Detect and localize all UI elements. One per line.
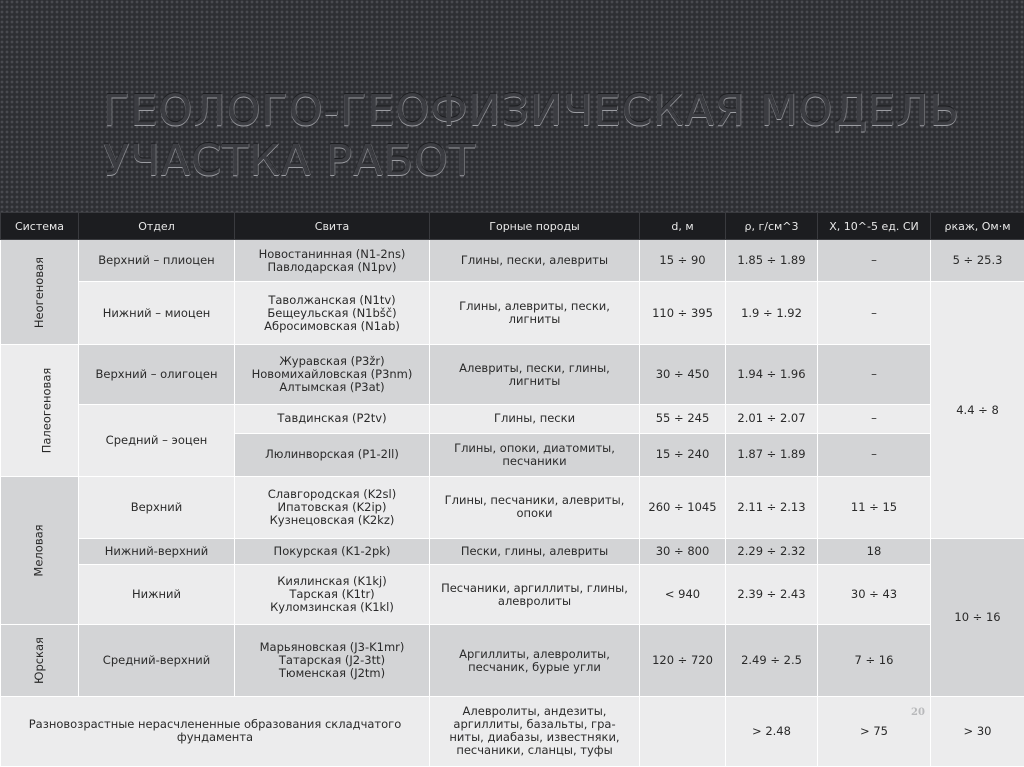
slide-title [103,86,1003,186]
density-cell: 1.9 ÷ 1.92 [726,282,818,345]
system-paleogene: Палеогеновая [1,345,79,476]
suite-cell: Журавская (P3žr) Новомихайловская (P3nm) Алтымская (P3at) [235,345,430,404]
foundation-density: > 2.48 [726,696,818,766]
slide-title-line-1: ГЕОЛОГО-ГЕОФИЗИЧЕСКАЯ МОДЕЛЬ [103,86,960,136]
density-cell: 1.85 ÷ 1.89 [726,240,818,282]
density-cell: 2.39 ÷ 2.43 [726,565,818,625]
resistivity-cell: 5 ÷ 25.3 [931,240,1024,282]
division-cell: Нижний – миоцен [79,282,235,345]
rocks-cell: Алевриты, пески, глины, лигниты [430,345,640,404]
header-system: Система [1,213,79,240]
thickness-cell: 15 ÷ 240 [640,433,726,476]
rocks-cell: Аргиллиты, алевролиты, песчаник, бурые угли [430,625,640,696]
division-cell: Верхний [79,476,235,538]
thickness-cell: 110 ÷ 395 [640,282,726,345]
susceptibility-cell: – [818,433,931,476]
resistivity-cell-merged: 4.4 ÷ 8 [931,282,1024,539]
susceptibility-cell: 11 ÷ 15 [818,476,931,538]
suite-cell: Славгородская (K2sl) Ипатовская (K2ip) Кузнецовская (K2kz) [235,476,430,538]
foundation-thickness [640,696,726,766]
page-number: 20 [911,707,925,718]
division-cell: Верхний – олигоцен [79,345,235,404]
suite-cell: Марьяновская (J3-K1mr) Татарская (J2-3tt) Тюменская (J2tm) [235,625,430,696]
foundation-label: Разновозрастные нерасчлененные образования складчатого фундамента [1,696,430,766]
table-row [1,345,1024,404]
header-division: Отдел [79,213,235,240]
rocks-cell: Глины, опоки, диатомиты, песчаники [430,433,640,476]
table-row [1,539,1024,565]
suite-cell: Люлинворская (P1-2ll) [235,433,430,476]
susceptibility-cell: – [818,345,931,404]
foundation-resistivity: > 30 [931,696,1024,766]
header-row [1,213,1024,240]
thickness-cell: 260 ÷ 1045 [640,476,726,538]
density-cell: 2.11 ÷ 2.13 [726,476,818,538]
table-row [1,476,1024,538]
density-cell: 2.29 ÷ 2.32 [726,539,818,565]
system-jurassic: Юрская [1,625,79,696]
division-cell: Нижний-верхний [79,539,235,565]
header-density: ρ, г/см^3 [726,213,818,240]
geology-table [0,212,1024,767]
thickness-cell: 15 ÷ 90 [640,240,726,282]
susceptibility-cell: 30 ÷ 43 [818,565,931,625]
susceptibility-cell: – [818,240,931,282]
suite-cell: Покурская (K1-2pk) [235,539,430,565]
susceptibility-cell: 7 ÷ 16 [818,625,931,696]
header-susceptibility: Χ, 10^-5 ед. СИ [818,213,931,240]
rocks-cell: Пески, глины, алевриты [430,539,640,565]
slide-title-line-2: УЧАСТКА РАБОТ [103,136,476,186]
rocks-cell: Глины, пески [430,404,640,433]
division-cell: Верхний – плиоцен [79,240,235,282]
table-row [1,625,1024,696]
division-cell: Нижний [79,565,235,625]
susceptibility-cell: – [818,282,931,345]
density-cell: 1.87 ÷ 1.89 [726,433,818,476]
thickness-cell: < 940 [640,565,726,625]
thickness-cell: 120 ÷ 720 [640,625,726,696]
division-cell: Средний – эоцен [79,404,235,476]
foundation-rocks: Алевролиты, андезиты, аргиллиты, базальты, гра- ниты, диабазы, известняки, песчаники, сланцы, туфы [430,696,640,766]
suite-cell: Киялинская (K1kj) Тарская (K1tr) Куломзинская (K1kl) [235,565,430,625]
table-row [1,240,1024,282]
rocks-cell: Глины, пески, алевриты [430,240,640,282]
rocks-cell: Глины, алевриты, пески, лигниты [430,282,640,345]
table-row [1,404,1024,433]
system-neogene: Неогеновая [1,240,79,345]
thickness-cell: 30 ÷ 800 [640,539,726,565]
thickness-cell: 30 ÷ 450 [640,345,726,404]
density-cell: 1.94 ÷ 1.96 [726,345,818,404]
density-cell: 2.01 ÷ 2.07 [726,404,818,433]
foundation-row [1,696,1024,766]
header-suite: Свита [235,213,430,240]
susceptibility-cell: 18 [818,539,931,565]
suite-cell: Таволжанская (N1tv) Бещеульская (N1bšč) Абросимовская (N1ab) [235,282,430,345]
density-cell: 2.49 ÷ 2.5 [726,625,818,696]
header-rocks: Горные породы [430,213,640,240]
rocks-cell: Глины, песчаники, алевриты, опоки [430,476,640,538]
system-cretaceous: Меловая [1,476,79,625]
table-row [1,282,1024,345]
division-cell: Средний-верхний [79,625,235,696]
suite-cell: Новостанинная (N1-2ns) Павлодарская (N1pv) [235,240,430,282]
header-resistivity: ρкаж, Ом·м [931,213,1024,240]
header-thickness: d, м [640,213,726,240]
resistivity-cell-merged: 10 ÷ 16 [931,539,1024,697]
suite-cell: Тавдинская (P2tv) [235,404,430,433]
susceptibility-cell: – [818,404,931,433]
foundation-susceptibility: > 75 [818,696,931,766]
table-row [1,565,1024,625]
rocks-cell: Песчаники, аргиллиты, глины, алевролиты [430,565,640,625]
thickness-cell: 55 ÷ 245 [640,404,726,433]
